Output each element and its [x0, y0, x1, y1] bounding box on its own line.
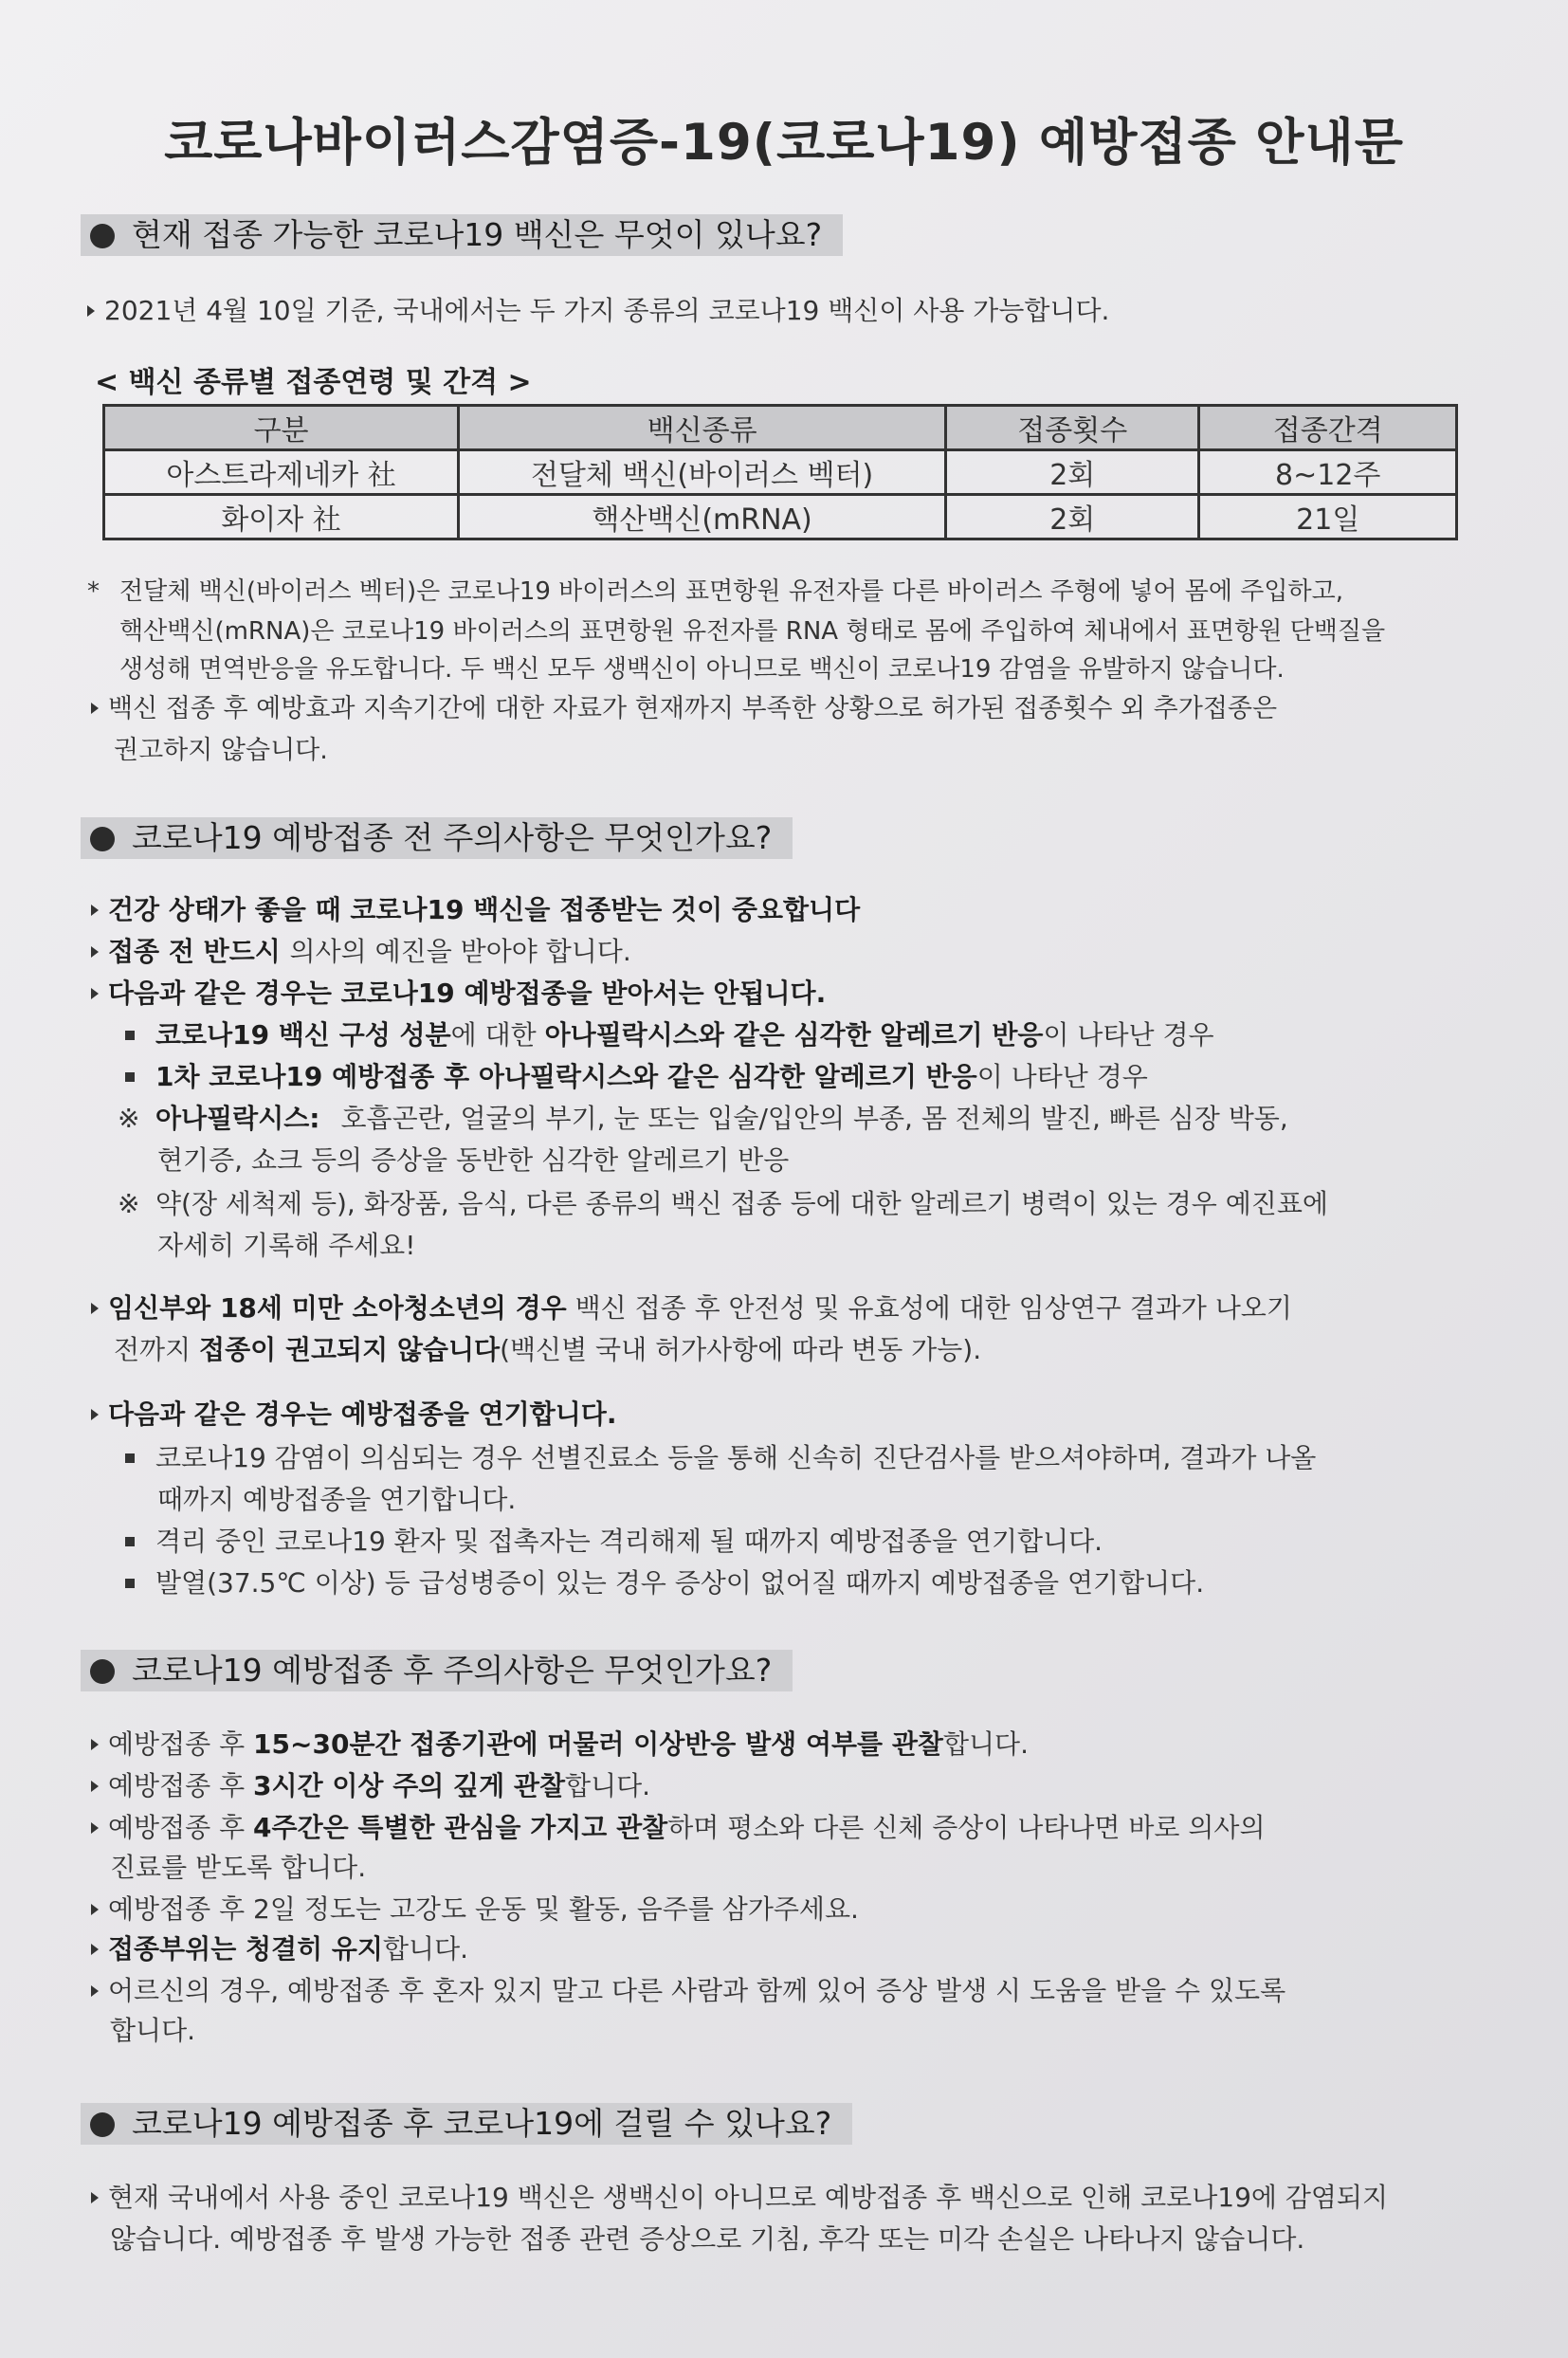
triangle-bullet-icon [91, 1739, 99, 1750]
table-cell: 핵산백신(mRNA) [459, 495, 946, 539]
extra-line-1: 백신 접종 후 예방효과 지속기간에 대한 자료가 현재까지 부족한 상황으로 허가된 접종횟수 외 추가접종은 [91, 692, 1277, 726]
section-heading-text: 코로나19 예방접종 전 주의사항은 무엇인가요? [132, 819, 773, 856]
s3-item-1: 예방접종 후 15~30분간 접종기관에 머물러 이상반응 발생 여부를 관찰합니다. [91, 1727, 1029, 1762]
table-header-cell: 구분 [104, 406, 459, 450]
triangle-bullet-icon [91, 1822, 99, 1834]
delay-item-1: 코로나19 감염이 의심되는 경우 선별진료소 등을 통해 신속히 진단검사를 받으셔야하며, 결과가 나올 [125, 1441, 1316, 1475]
table-header-cell: 백신종류 [459, 406, 946, 450]
s2-bullet-2: 접종 전 반드시 의사의 예진을 받아야 합니다. [91, 935, 631, 969]
bullet-dot-icon [90, 1659, 115, 1684]
triangle-bullet-icon [91, 1781, 99, 1792]
s2-bullet-3: 다음과 같은 경우는 코로나19 예방접종을 받아서는 안됩니다. [91, 977, 826, 1011]
s3-item-3-cont: 진료를 받도록 합니다. [110, 1852, 367, 1883]
triangle-bullet-icon [91, 905, 99, 916]
triangle-bullet-icon [91, 946, 99, 958]
delay-item-2: 격리 중인 코로나19 환자 및 접촉자는 격리해제 될 때까지 예방접종을 연기합니다. [125, 1525, 1103, 1559]
section-heading-text: 코로나19 예방접종 후 주의사항은 무엇인가요? [132, 1652, 773, 1689]
triangle-bullet-icon [91, 1303, 99, 1314]
table-row [104, 495, 1457, 539]
section-heading-2 [81, 817, 793, 859]
table-row [104, 450, 1457, 495]
section-heading-1 [81, 214, 843, 256]
pregnancy-line-1: 임신부와 18세 미만 소아청소년의 경우 백신 접종 후 안전성 및 유효성에 대한 임상연구 결과가 나오기 [91, 1291, 1292, 1325]
s3-item-6-cont: 합니다. [110, 2015, 196, 2046]
s1-intro: 2021년 4월 10일 기준, 국내에서는 두 가지 종류의 코로나19 백신이 사용 가능합니다. [87, 294, 1109, 328]
square-bullet-icon [125, 1579, 135, 1588]
section-heading-3 [81, 1650, 793, 1691]
triangle-bullet-icon [87, 305, 95, 317]
square-bullet-icon [125, 1537, 135, 1546]
table-header-cell: 접종간격 [1199, 406, 1457, 450]
square-bullet-icon [125, 1072, 135, 1082]
s3-item-5: 접종부위는 청결히 유지합니다. [91, 1932, 468, 1966]
s3-item-2: 예방접종 후 3시간 이상 주의 깊게 관찰합니다. [91, 1769, 650, 1803]
table-cell: 2회 [946, 495, 1199, 539]
section-heading-text: 코로나19 예방접종 후 코로나19에 걸릴 수 있나요? [132, 2105, 832, 2142]
table-caption: < 백신 종류별 접종연령 및 간격 > [95, 366, 532, 399]
section-heading-text: 현재 접종 가능한 코로나19 백신은 무엇이 있나요? [132, 216, 823, 253]
anaphylaxis-note: ※ 아나필락시스: 호흡곤란, 얼굴의 부기, 눈 또는 입술/입안의 부종, 몸 전체의 발진, 빠른 심장 박동, [118, 1103, 1288, 1134]
table-header-row [104, 406, 1457, 450]
triangle-bullet-icon [91, 703, 99, 714]
reference-mark: ※ [118, 1103, 140, 1134]
triangle-bullet-icon [91, 1904, 99, 1915]
s2-sub-1: 코로나19 백신 구성 성분에 대한 아나필락시스와 같은 심각한 알레르기 반응이 나타난 경우 [125, 1018, 1214, 1052]
triangle-bullet-icon [91, 1985, 99, 1997]
note-line-1: 전달체 백신(바이러스 벡터)은 코로나19 바이러스의 표면항원 유전자를 다른 바이러스 주형에 넣어 몸에 주입하고, [119, 577, 1344, 606]
bullet-dot-icon [90, 827, 115, 851]
table-cell: 2회 [946, 450, 1199, 495]
square-bullet-icon [125, 1031, 135, 1040]
triangle-bullet-icon [91, 1944, 99, 1955]
square-bullet-icon [125, 1453, 135, 1463]
s3-item-3: 예방접종 후 4주간은 특별한 관심을 가지고 관찰하며 평소와 다른 신체 증상이 나타나면 바로 의사의 [91, 1811, 1266, 1845]
allergy-note-2: 자세히 기록해 주세요! [157, 1230, 416, 1261]
table-cell: 전달체 백신(바이러스 벡터) [459, 450, 946, 495]
delay-item-3: 발열(37.5℃ 이상) 등 급성병증이 있는 경우 증상이 없어질 때까지 예방접종을 연기합니다. [125, 1566, 1204, 1600]
pregnancy-line-2: 전까지 접종이 권고되지 않습니다(백신별 국내 허가사항에 따라 변동 가능). [114, 1334, 982, 1365]
triangle-bullet-icon [91, 1409, 99, 1420]
s3-item-4: 예방접종 후 2일 정도는 고강도 운동 및 활동, 음주를 삼가주세요. [91, 1892, 859, 1927]
delay-item-1-cont: 때까지 예방접종을 연기합니다. [157, 1484, 517, 1515]
table-cell: 8~12주 [1199, 450, 1457, 495]
s2-sub-2: 1차 코로나19 예방접종 후 아나필락시스와 같은 심각한 알레르기 반응이 나타난 경우 [125, 1060, 1148, 1094]
reference-mark: ※ [118, 1188, 140, 1219]
extra-line-2: 권고하지 않습니다. [114, 736, 328, 765]
s3-item-6: 어르신의 경우, 예방접종 후 혼자 있지 말고 다른 사람과 함께 있어 증상 발생 시 도움을 받을 수 있도록 [91, 1974, 1285, 2008]
note-line-2: 핵산백신(mRNA)은 코로나19 바이러스의 표면항원 유전자를 RNA 형태로 몸에 주입하여 체내에서 표면항원 단백질을 [119, 617, 1386, 646]
s4-line-1: 현재 국내에서 사용 중인 코로나19 백신은 생백신이 아니므로 예방접종 후 백신으로 인해 코로나19에 감염되지 [91, 2181, 1388, 2215]
delay-heading: 다음과 같은 경우는 예방접종을 연기합니다. [91, 1398, 617, 1432]
triangle-bullet-icon [91, 988, 99, 999]
document-title: 코로나바이러스감염증-19(코로나19) 예방접종 안내문 [164, 114, 1404, 172]
table-header-cell: 접종횟수 [946, 406, 1199, 450]
bullet-dot-icon [90, 224, 115, 248]
note-line-3: 생성해 면역반응을 유도합니다. 두 백신 모두 생백신이 아니므로 백신이 코로나19 감염을 유발하지 않습니다. [119, 655, 1285, 684]
section-heading-4 [81, 2103, 852, 2145]
table-cell: 화이자 社 [104, 495, 459, 539]
s2-bullet-1: 건강 상태가 좋을 때 코로나19 백신을 접종받는 것이 중요합니다 [91, 893, 860, 927]
s4-line-2: 않습니다. 예방접종 후 발생 가능한 접종 관련 증상으로 기침, 후각 또는 미각 손실은 나타나지 않습니다. [110, 2223, 1305, 2255]
table-cell: 21일 [1199, 495, 1457, 539]
anaphylaxis-note-2: 현기증, 쇼크 등의 증상을 동반한 심각한 알레르기 반응 [157, 1144, 790, 1176]
table-cell: 아스트라제네카 社 [104, 450, 459, 495]
allergy-note: ※ 약(장 세척제 등), 화장품, 음식, 다른 종류의 백신 접종 등에 대한 알레르기 병력이 있는 경우 예진표에 [118, 1188, 1328, 1219]
bullet-dot-icon [90, 2112, 115, 2137]
note-star: * [87, 577, 100, 606]
triangle-bullet-icon [91, 2192, 99, 2203]
vaccine-table [102, 404, 1458, 540]
